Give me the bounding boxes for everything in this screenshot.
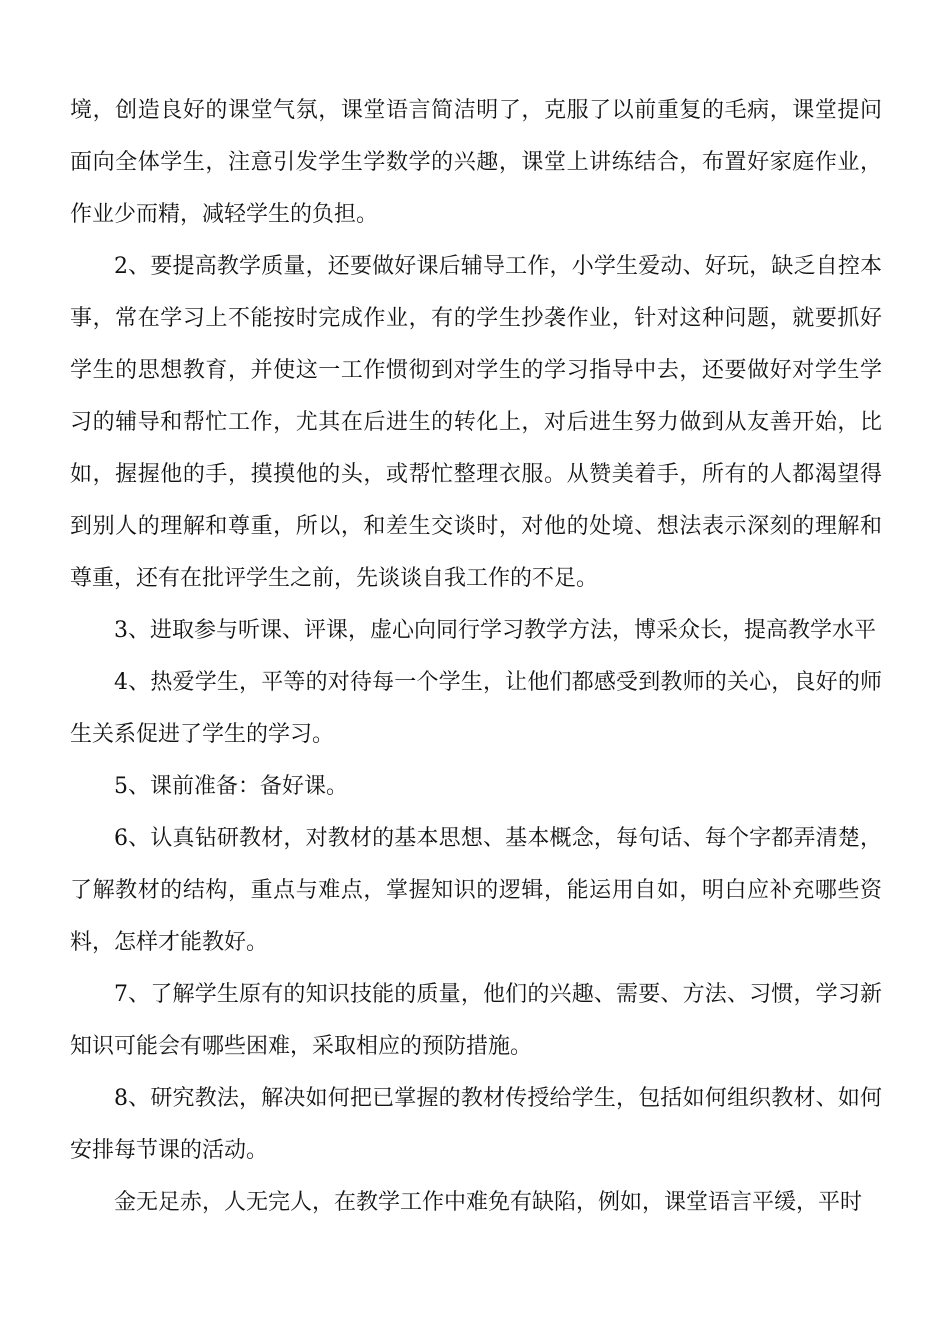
paragraph-item-6: 6、认真钻研教材，对教材的基本思想、基本概念，每句话、每个字都弄清楚，了解教材的结构，重点与难点，掌握知识的逻辑，能运用自如，明白应补充哪些资料，怎样才能教好。 <box>70 826 882 955</box>
paragraph-continuation: 境，创造良好的课堂气氛，课堂语言简洁明了，克服了以前重复的毛病，课堂提问面向全体学生，注意引发学生学数学的兴趣，课堂上讲练结合，布置好家庭作业，作业少而精，减轻学生的负担。 <box>70 98 882 227</box>
paragraph-item-2: 2、要提高教学质量，还要做好课后辅导工作，小学生爱动、好玩，缺乏自控本事，常在学习上不能按时完成作业，有的学生抄袭作业，针对这种问题，就要抓好学生的思想教育，并使这一工作惯彻到对学生的学习指导中去，还要做好对学生学习的辅导和帮忙工作，尤其在后进生的转化上，对后进生努力做到从友善开始，比如，握握他的手，摸摸他的头，或帮忙整理衣服。从赞美着手，所有的人都渴望得到别人的理解和尊重，所以，和差生交谈时，对他的处境、想法表示深刻的理解和尊重，还有在批评学生之前，先谈谈自我工作的不足。 <box>70 254 882 591</box>
paragraph-item-3: 3、进取参与听课、评课，虚心向同行学习教学方法，博采众长，提高教学水平 <box>114 618 876 643</box>
paragraph-item-7: 7、了解学生原有的知识技能的质量，他们的兴趣、需要、方法、习惯，学习新知识可能会有哪些困难，采取相应的预防措施。 <box>70 982 882 1059</box>
paragraph-closing: 金无足赤，人无完人，在教学工作中难免有缺陷，例如，课堂语言平缓，平时 <box>114 1190 863 1215</box>
paragraph-item-4: 4、热爱学生，平等的对待每一个学生，让他们都感受到教师的关心，良好的师生关系促进了学生的学习。 <box>70 670 882 747</box>
paragraph-item-5: 5、课前准备：备好课。 <box>114 774 348 799</box>
document-page <box>70 85 882 1229</box>
paragraph-item-8: 8、研究教法，解决如何把已掌握的教材传授给学生，包括如何组织教材、如何安排每节课的活动。 <box>70 1086 882 1163</box>
